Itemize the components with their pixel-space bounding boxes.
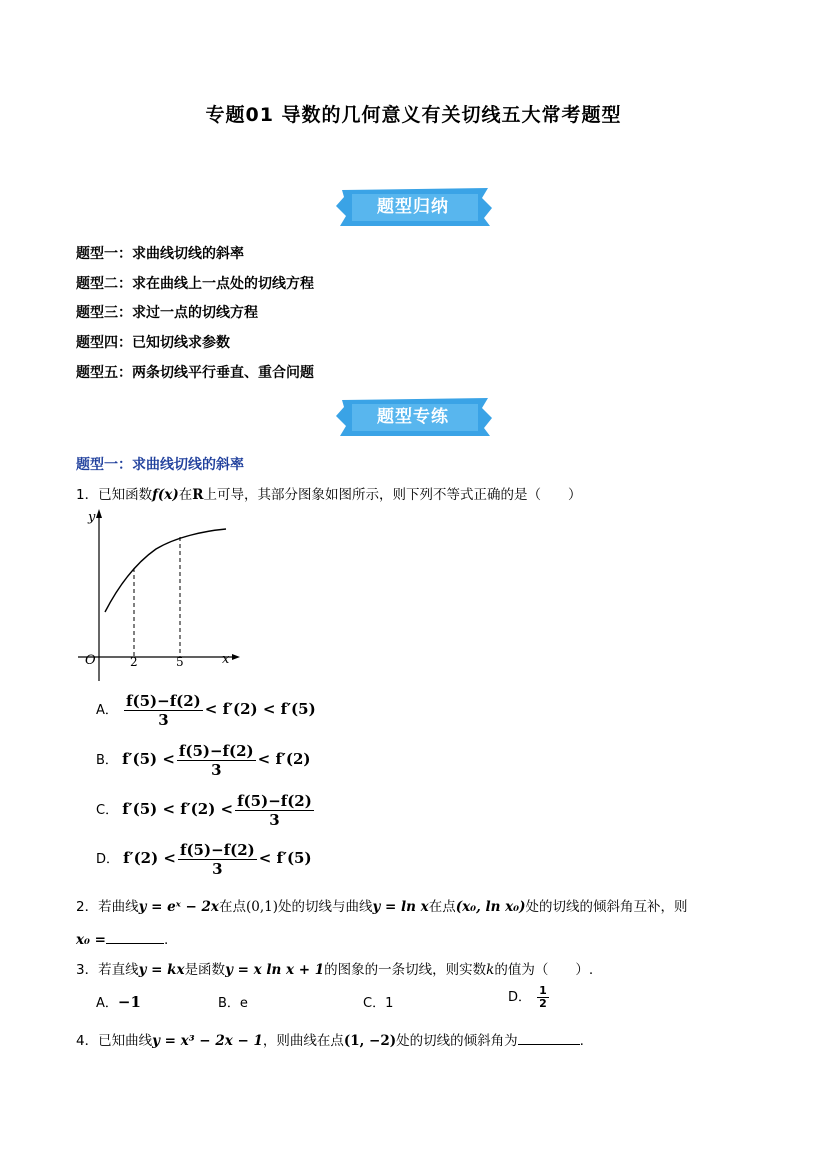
q3-function: y = x ln x + 1 xyxy=(225,962,325,978)
section-banner-practice xyxy=(332,396,494,438)
frac-numerator: f(5)−f(2) xyxy=(126,692,201,710)
q1-option-A[interactable] xyxy=(96,692,316,729)
fraction xyxy=(177,742,256,779)
q2-answer-var: x₀ = xyxy=(76,932,106,948)
q1-post: 上可导，其部分图象如图所示，则下列不等式正确的是（ ） xyxy=(203,487,582,503)
option-expr: < f′(5) xyxy=(258,849,312,867)
q1-mid: 在 xyxy=(178,487,193,503)
q2-text: 处的切线与曲线 xyxy=(277,899,373,915)
fraction xyxy=(124,692,203,729)
q3-option-B[interactable] xyxy=(218,992,248,1011)
q4-curve: y = x³ − 2x − 1 xyxy=(152,1033,263,1049)
fraction xyxy=(178,841,257,878)
q2-curve1: y = eˣ − 2x xyxy=(138,899,219,915)
y-axis-arrow-icon xyxy=(96,509,102,518)
q3-option-C[interactable] xyxy=(363,992,393,1011)
option-expr: f′(5) < f′(2) < xyxy=(122,800,234,818)
q2-point2: (x₀, ln x₀) xyxy=(455,899,526,915)
origin-label: O xyxy=(85,653,96,668)
option-label: A． xyxy=(96,703,118,718)
x-axis-arrow-icon xyxy=(232,654,240,660)
q2-end: . xyxy=(163,932,169,948)
frac-denominator: 3 xyxy=(211,761,222,779)
q3-text: 若直线 xyxy=(98,962,139,978)
q4-text: ，则曲线在点 xyxy=(262,1033,344,1049)
frac-numerator: f(5)−f(2) xyxy=(178,742,254,760)
q4-text: 处的切线的倾斜角为 xyxy=(396,1033,518,1049)
option-expr: f′(5) < xyxy=(122,750,175,768)
q2-text: 在点 xyxy=(428,899,456,915)
q4-text: 已知曲线 xyxy=(98,1033,153,1049)
summary-item-1: 题型一：求曲线切线的斜率 xyxy=(76,246,244,262)
q1-option-C[interactable] xyxy=(96,792,316,829)
q2-answer-blank[interactable] xyxy=(106,929,164,944)
summary-item-2: 题型二：求在曲线上一点处的切线方程 xyxy=(76,276,314,292)
frac-numerator: 1 xyxy=(539,984,547,997)
q3-text: 的值为（ ）. xyxy=(494,962,594,978)
q1-R: R xyxy=(192,487,204,503)
option-label: A． xyxy=(96,996,118,1011)
option-value: −1 xyxy=(117,993,141,1011)
frac-numerator: f(5)−f(2) xyxy=(237,792,312,810)
q4-point: (1, −2) xyxy=(343,1033,397,1049)
y-axis-label: y xyxy=(88,510,96,525)
fraction xyxy=(537,985,549,1010)
frac-numerator: f(5)−f(2) xyxy=(180,841,255,859)
option-label: D． xyxy=(508,990,532,1005)
q1-option-D[interactable] xyxy=(96,841,312,878)
section-heading-1: 题型一：求曲线切线的斜率 xyxy=(76,457,244,473)
option-expr: < f′(2) < f′(5) xyxy=(204,700,316,718)
q4-answer-blank[interactable] xyxy=(518,1030,580,1045)
q1-fx: f(x) xyxy=(152,487,179,503)
q2-curve2: y = ln x xyxy=(372,899,429,915)
q1-function-graph xyxy=(74,505,244,685)
x-axis-label: x xyxy=(222,652,230,667)
q3-line: y = kx xyxy=(138,962,185,978)
question-1 xyxy=(76,483,581,503)
section-banner-summary xyxy=(332,186,494,228)
banner-summary-text: 题型归纳 xyxy=(377,197,449,217)
tick-label-2: 2 xyxy=(130,655,138,669)
option-label: C． xyxy=(363,996,386,1011)
q3-text: 的图象的一条切线，则实数 xyxy=(324,962,487,978)
frac-denominator: 2 xyxy=(539,997,547,1010)
q4-end: . xyxy=(579,1033,584,1049)
question-3 xyxy=(76,958,593,978)
q2-text: 在点 xyxy=(218,899,246,915)
frac-denominator: 3 xyxy=(212,860,223,878)
q1-number: 1． xyxy=(76,487,99,503)
q3-k: k xyxy=(486,962,495,978)
q3-text: 是函数 xyxy=(184,962,226,978)
summary-item-4: 题型四：已知切线求参数 xyxy=(76,335,230,351)
option-value: e xyxy=(239,996,248,1011)
q2-text: 若曲线 xyxy=(98,899,139,915)
question-4 xyxy=(76,1029,584,1049)
q3-option-A[interactable] xyxy=(96,992,141,1011)
option-label: B． xyxy=(218,996,240,1011)
q2-number: 2． xyxy=(76,899,99,915)
q2-point: (0,1) xyxy=(245,899,278,915)
option-value: 1 xyxy=(385,996,394,1011)
q4-number: 4． xyxy=(76,1033,99,1049)
summary-item-3: 题型三：求过一点的切线方程 xyxy=(76,305,258,321)
question-2 xyxy=(76,895,687,915)
option-label: B． xyxy=(96,753,118,768)
option-expr: f′(2) < xyxy=(123,849,176,867)
question-2-answer-line xyxy=(76,929,168,948)
summary-item-5: 题型五：两条切线平行垂直、重合问题 xyxy=(76,365,314,381)
banner-practice-text: 题型专练 xyxy=(377,407,449,427)
q2-text: 处的切线的倾斜角互补，则 xyxy=(525,899,688,915)
frac-denominator: 3 xyxy=(158,711,169,729)
q3-number: 3． xyxy=(76,962,99,978)
option-label: C． xyxy=(96,803,119,818)
option-expr: < f′(2) xyxy=(257,750,311,768)
q1-option-B[interactable] xyxy=(96,742,311,779)
fraction xyxy=(235,792,314,829)
function-curve xyxy=(105,529,226,612)
tick-label-5: 5 xyxy=(176,655,184,669)
q1-pre: 已知函数 xyxy=(98,487,153,503)
frac-denominator: 3 xyxy=(269,811,280,829)
page-title: 专题01 导数的几何意义有关切线五大常考题型 xyxy=(205,104,622,126)
q3-option-D[interactable] xyxy=(508,985,551,1010)
option-label: D． xyxy=(96,852,120,867)
